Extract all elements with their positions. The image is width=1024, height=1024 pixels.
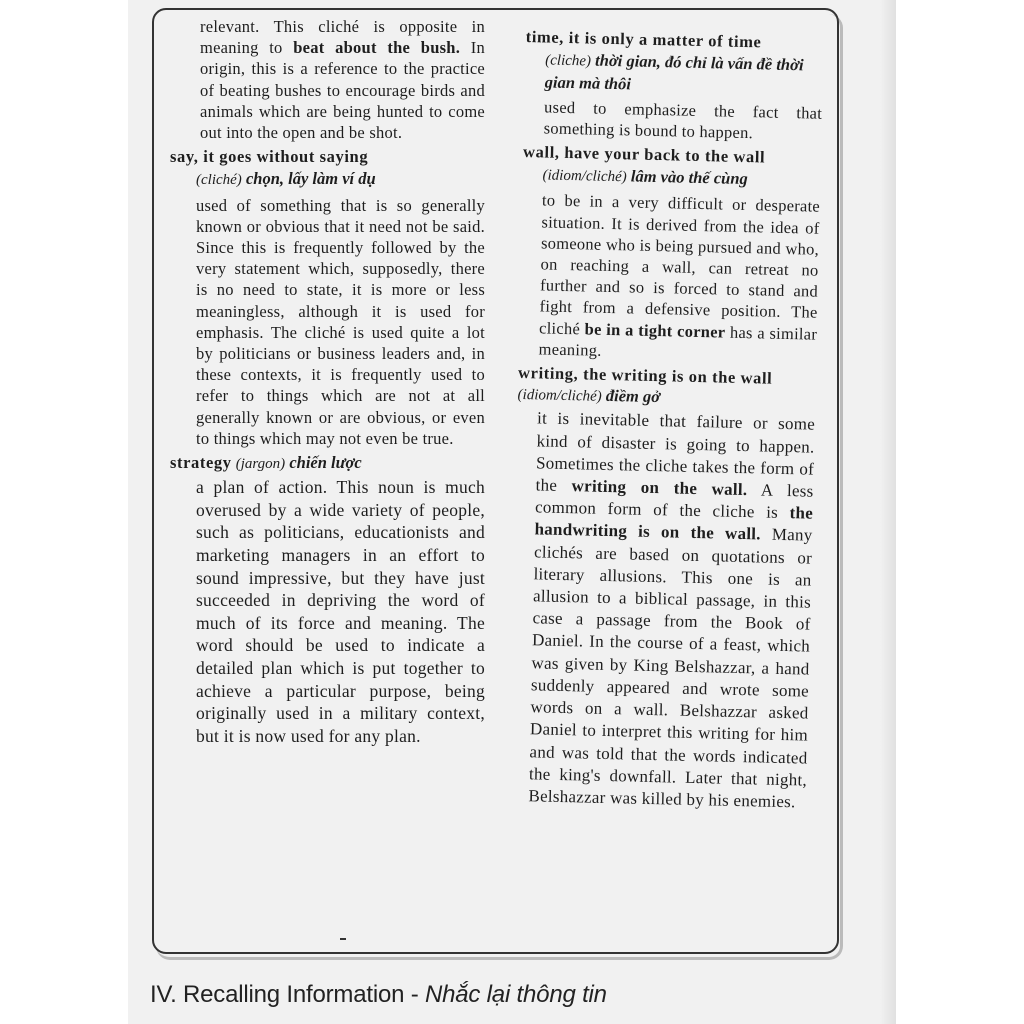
wall-text-2: has a similar meaning. [538, 322, 818, 360]
time-vietnamese: thời gian, đó chỉ là vấn đề thời gian mà thôi [544, 50, 804, 94]
say-tag: (cliché) [196, 172, 242, 189]
writing-text-2: A less common form of the cliche is [534, 480, 814, 523]
writing-headword-text: writing, the writing is on the wall [517, 362, 773, 388]
wall-vietnamese: lâm vào thế cùng [630, 166, 748, 189]
wall-text-1: to be in a very difficult or desperate situation. It is derived from the idea of someone who is being pursued and who, on reaching a wall, can retreat no further and so is forced to stand and fight from a defensive position. The cliché [538, 190, 821, 339]
section-heading-english: IV. Recalling Information - [150, 981, 425, 1008]
wall-gloss [542, 164, 820, 194]
section-heading-vietnamese: Nhắc lại thông tin [424, 981, 607, 1008]
bush-entry-continuation [200, 16, 485, 143]
bush-text-2: In origin, this is a reference to the practice of beating bushes to encourage birds and animals which are being hunted to come out into the open and be shot. [200, 38, 485, 143]
say-headword-text: say, it goes without saying [170, 147, 369, 167]
say-vietnamese: chọn, lấy làm ví dụ [245, 169, 376, 189]
bush-text-1: relevant. This cliché is opposite in meaning to [200, 17, 485, 58]
wall-definition [538, 190, 820, 366]
writing-text-3: Many clichés are based on quotations or literary allusions. This one is an allusion to a biblical passage, in this case a passage from the Book of Daniel. In the course of a feast, which was given by King Belshazzar, a hand suddenly appeared and wrote some words on a wall. Belshazzar asked Daniel to interpret this writing for him and was told that the words indicated the king's downfall. Later that night, Belshazzar was killed by his enemies. [528, 524, 813, 812]
writing-keyword-1: writing on the wall. [571, 476, 748, 500]
wall-tag: (idiom/cliché) [542, 167, 627, 186]
writing-vietnamese: điềm gở [605, 386, 661, 407]
time-headword-text: time, it is only a matter of time [525, 26, 762, 52]
time-definition: used to emphasize the fact that something is bound to happen. [543, 97, 823, 142]
strategy-tag: (jargon) [235, 456, 286, 473]
strategy-headword-text: strategy [170, 453, 232, 473]
say-definition: used of something that is so generally known or obvious that it need not be said. Since this is frequently followed by the very statement which, supposedly, there is no need to state, it is more or less meaningless, although it is used for emphasis. The cliché is used quite a lot by politicians or business leaders and, in these contexts, it is frequently used to refer to things which are not at all generally known or are obvious, or even to things which may not even be true. [196, 195, 485, 448]
strategy-definition: a plan of action. This noun is much overused by a wide variety of people, such as politicians, educationists and marketing managers in an effort to sound impressive, but they have just succeeded in depriving the word of much of its force and meaning. The word should be used to indicate a detailed plan which is put together to achieve a particular purpose, being originally used in a military context, but it is now used for any plan. [196, 477, 485, 746]
left-column [170, 16, 485, 749]
divider-mark [340, 938, 346, 940]
page-gutter-shadow [880, 0, 896, 1024]
wall-headword-text: wall, have your back to the wall [522, 141, 766, 167]
writing-tag: (idiom/cliché) [517, 387, 602, 406]
say-gloss [196, 168, 485, 191]
bush-keyword: beat about the bush. [293, 38, 461, 58]
writing-headword [517, 362, 816, 413]
say-headword [170, 146, 485, 167]
time-tag: (cliche) [545, 52, 592, 70]
writing-text-1: it is inevitable that failure or some kind of disaster is going to happen. Sometimes the cliche takes the form of the [535, 408, 816, 496]
writing-definition [528, 408, 815, 814]
right-column [508, 26, 824, 816]
time-gloss [544, 49, 823, 100]
writing-keyword-2: the handwriting is on the wall. [534, 503, 814, 544]
wall-keyword: be in a tight corner [584, 319, 726, 342]
section-heading [150, 981, 607, 1009]
strategy-headword [170, 452, 485, 475]
strategy-vietnamese: chiến lược [289, 453, 362, 473]
